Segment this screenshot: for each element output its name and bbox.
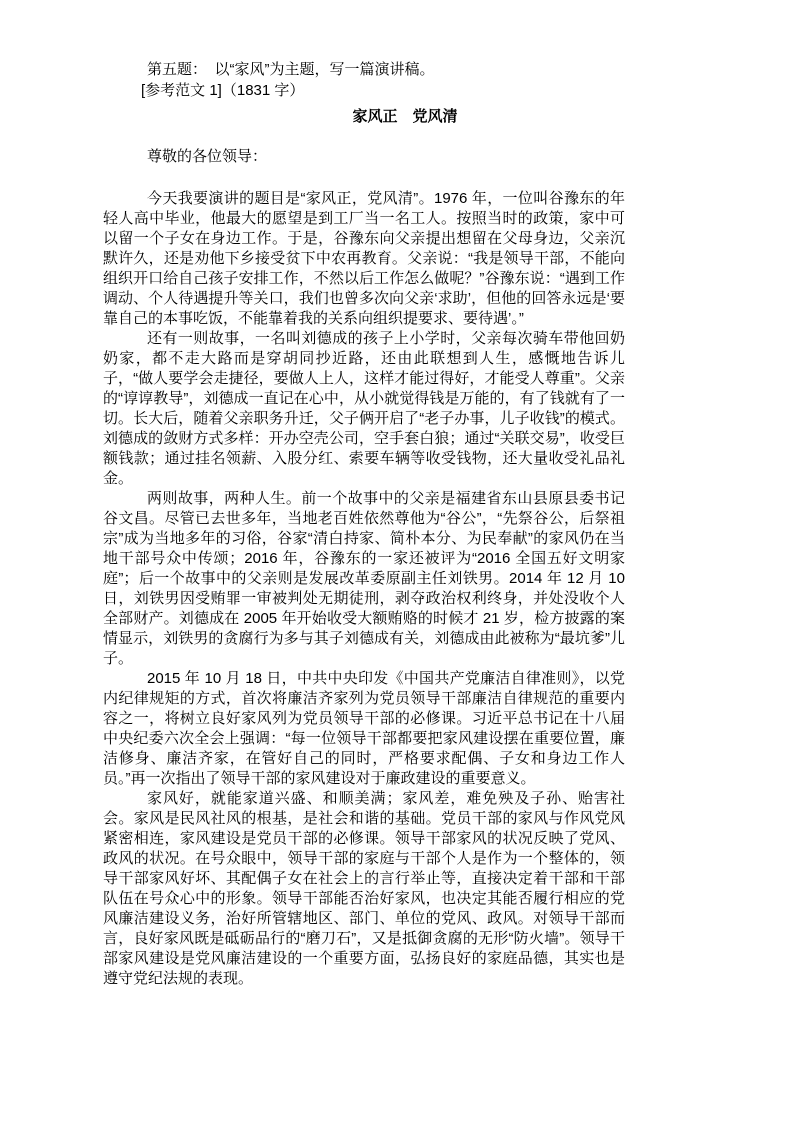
document-body bbox=[103, 60, 625, 989]
essay-title: 家风正 党风清 bbox=[352, 108, 458, 125]
paragraph-5: 家风好，就能家道兴盛、和顺美满；家风差，难免殃及子孙、贻害社会。家风是民风社风的根基，是社会和谐的基础。党员干部的家风与作风党风紧密相连，家风建设是党员干部的必修课。领导干部家风的状况反映了党风、政风的状况。在号众眼中，领导干部的家庭与干部个人是作为一个整体的，领导干部家风好坏、其配偶子女在社会上的言行举止等，直接决定着干部和干部队伍在号众心中的形象。领导干部能否治好家风，也决定其能否履行相应的党风廉洁建设义务，治好所管辖地区、部门、单位的党风、政风。对领导干部而言，良好家风既是砥砺品行的“磨刀石”，又是抵御贪腐的无形“防火墙”。领导干部家风建设是党风廉洁建设的一个重要方面，弘扬良好的家庭品德，其实也是遵守党纪法规的表现。 bbox=[103, 790, 625, 987]
paragraph-1: 今天我要演讲的题目是“家风正，党风清”。1976 年，一位叫谷豫东的年轻人高中毕业，他最大的愿望是到工厂当一名工人。按照当时的政策，家中可以留一个子女在身边工作。于是，谷豫东向父亲提出想留在父母身边，父亲沉默许久，还是劝他下乡接受贫下中农再教育。父亲说：“我是领导干部，不能向组织开口给自己孩子安排工作，不然以后工作怎么做呢？”谷豫东说：“遇到工作调动、个人待遇提升等关口，我们也曾多次向父亲‘求助’，但他的回答永远是‘要靠自己的本事吃饭，不能靠着我的关系向组织提要求、要待遇’。” bbox=[103, 190, 625, 327]
prompt-line: 第五题： 以“家风”为主题，写一篇演讲稿。 bbox=[147, 61, 435, 78]
paragraph-3: 两则故事，两种人生。前一个故事中的父亲是福建省东山县原县委书记谷文昌。尽管已去世多年，当地老百姓依然尊他为“谷公”，“先祭谷公，后祭祖宗”成为当地多年的习俗，谷家“清白持家、简朴本分、为民奉献”的家风仍在当地干部号众中传颂；2016 年，谷豫东的一家还被评为“2016 全国五好文明家庭”；后一个故事中的父亲则是发展改革委原副主任刘铁男。2014 年 12 月 10 日，刘铁男因受贿罪一审被判处无期徒刑，剥夺政治权利终身，并处没收个人全部财产。刘德成在 2005 年开始收受大额贿赂的时候才 21 岁，检方披露的案情显示，刘铁男的贪腐行为多与其子刘德成有关，刘德成由此被称为“最坑爹”儿子。 bbox=[103, 490, 625, 667]
paragraph-2: 还有一则故事，一名叫刘德成的孩子上小学时，父亲每次骑车带他回奶奶家，都不走大路而是穿胡同抄近路，还由此联想到人生，感慨地告诉儿子，“做人要学会走捷径，要做人上人，这样才能过得好，才能受人尊重”。父亲的“谆谆教导”，刘德成一直记在心中，从小就觉得钱是万能的，有了钱就有了一切。长大后，随着父亲职务升迁，父子俩开启了“老子办事，儿子收钱”的模式。刘德成的敛财方式多样：开办空壳公司，空手套白狼；通过“关联交易”，收受巨额钱款；通过挂名领薪、入股分红、索要车辆等收受钱物，还大量收受礼品礼金。 bbox=[103, 330, 625, 487]
reference-label: [参考范文 1]（1831 字） bbox=[141, 82, 305, 99]
salutation: 尊敬的各位领导： bbox=[147, 148, 268, 165]
paragraph-4: 2015 年 10 月 18 日，中共中央印发《中国共产党廉洁自律准则》，以党内纪律规矩的方式，首次将廉洁齐家列为党员领导干部廉洁自律规范的重要内容之一，将树立良好家风列为党员领导干部的必修课。习近平总书记在十八届中央纪委六次全会上强调：“每一位领导干部都要把家风建设摆在重要位置，廉洁修身、廉洁齐家，在管好自己的同时，严格要求配偶、子女和身边工作人员。”再一次指出了领导干部的家风建设对于廉政建设的重要意义。 bbox=[103, 670, 625, 787]
